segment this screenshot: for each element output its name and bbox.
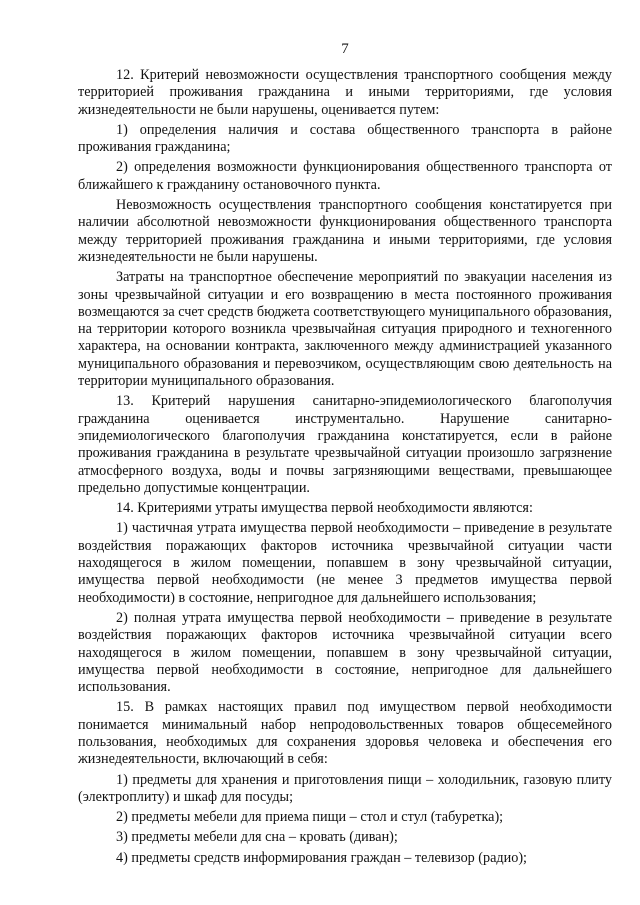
paragraph-evacuation-costs: Затраты на транспортное обеспечение мероприятий по эвакуации населения из зоны чрезвычайной ситуации и его возвращению в места постоянного проживания возмещаются за счет средств бюджета соответствующего муниципального образования, на территории которого возникла чрезвычайная ситуация природного и техногенного характера, на основании контракта, заключенного между администрацией указанного муниципального образования и перевозчиком, осуществляющим свою деятельность на территории муниципального образования. [78,269,612,390]
paragraph-15-item-2: 2) предметы мебели для приема пищи – стол и стул (табуретка); [116,809,504,826]
paragraph-13-sanitary: 13. Критерий нарушения санитарно-эпидемиологического благополучия гражданина оценивается инструментально. Нарушение санитарно-эпидемиологического благополучия гражданина констатируется, если в районе проживания гражданина в результате чрезвычайной ситуации произошло загрязнение атмосферного воздуха, воды и почвы загрязняющими веществами, превышающее предельно допустимые концентрации. [78,393,612,496]
paragraph-transport-impossibility: Невозможность осуществления транспортного сообщения констатируется при наличии абсолютной невозможности функционирования общественного транспорта между территорией проживания гражданина и иными территориями, где условия жизнедеятельности не были нарушены. [78,197,612,265]
paragraph-12-intro: 12. Критерий невозможности осуществления транспортного сообщения между территорией проживания гражданина и иными территориями, где условия жизнедеятельности не были нарушены, оценивается путем: [78,67,612,118]
paragraph-15-item-1: 1) предметы для хранения и приготовления пищи – холодильник, газовую плиту (электроплиту) и шкаф для посуды; [78,771,612,805]
paragraph-15-intro: 15. В рамках настоящих правил под имуществом первой необходимости понимается минимальный набор непродовольственных товаров общесемейного пользования, необходимых для сохранения здоровья человека и обеспечения его жизнедеятельности, включающий в себя: [78,699,612,768]
paragraph-12-item-1: 1) определения наличия и состава общественного транспорта в районе проживания гражданина; [78,121,612,156]
page-number: 7 [341,41,349,57]
paragraph-15-item-3: 3) предметы мебели для сна – кровать (диван); [116,829,398,846]
paragraph-14-intro: 14. Критериями утраты имущества первой необходимости являются: [116,500,533,517]
paragraph-15-item-4: 4) предметы средств информирования граждан – телевизор (радио); [116,849,527,866]
paragraph-14-item-2: 2) полная утрата имущества первой необходимости – приведение в результате воздействия поражающих факторов источника чрезвычайной ситуации всего находящегося в жилом помещении, попавшем в зону чрезвычайной ситуации, имущества первой необходимости в состояние, непригодное для дальнейшего использования. [78,609,612,696]
paragraph-12-item-2: 2) определения возможности функционирования общественного транспорта от ближайшего к гражданину остановочного пункта. [78,159,612,193]
paragraph-14-item-1: 1) частичная утрата имущества первой необходимости – приведение в результате воздействия поражающих факторов источника чрезвычайной ситуации части находящегося в жилом помещении, попавшем в зону чрезвычайной ситуации, имущества первой необходимости (не менее 3 предметов имущества первой необходимости) в состояние, непригодное для дальнейшего использования; [78,520,612,606]
